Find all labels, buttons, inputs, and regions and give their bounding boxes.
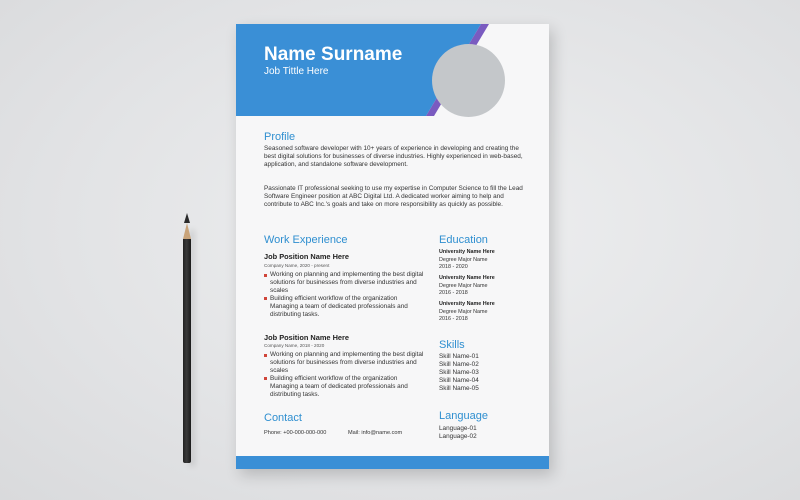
job-position: Job Position Name Here: [264, 252, 350, 261]
resume-sheet: [236, 24, 549, 469]
skill-item: Skill Name-01: [439, 353, 479, 360]
bullet-icon: [264, 377, 267, 380]
education-years: 2018 - 2020: [439, 264, 468, 270]
job-duty-item: Building efficient workflow of the organization Managing a team of dedicated professionals and distributing tasks.: [264, 375, 424, 399]
education-years: 2016 - 2018: [439, 290, 468, 296]
bullet-icon: [264, 274, 267, 277]
education-degree: Degree Major Name: [439, 257, 488, 263]
contact-phone: Phone: +00-000-000-000: [264, 430, 327, 436]
job-duty-item: Building efficient workflow of the organization Managing a team of dedicated professionals and distributing tasks.: [264, 295, 424, 319]
contact-mail: Mail: info@name.com: [348, 430, 403, 436]
footer-bar: [236, 456, 549, 469]
education-university: University Name Here: [439, 301, 495, 307]
contact-heading: Contact: [264, 412, 302, 424]
language-heading: Language: [439, 410, 488, 422]
bullet-icon: [264, 297, 267, 300]
skill-item: Skill Name-05: [439, 385, 479, 392]
job-duty-item: Working on planning and implementing the best digital solutions for businesses from diverse industries and scales: [264, 271, 424, 295]
job-duties-list: [264, 351, 424, 398]
work-experience-heading: Work Experience: [264, 234, 348, 246]
education-heading: Education: [439, 234, 488, 246]
skill-item: Skill Name-04: [439, 377, 479, 384]
job-company-dates: Company Name, 2020 - present: [264, 263, 330, 268]
education-university: University Name Here: [439, 249, 495, 255]
pencil-icon: [183, 213, 191, 463]
job-duties-list: [264, 271, 424, 318]
skill-item: Skill Name-03: [439, 369, 479, 376]
job-duty-item: Working on planning and implementing the best digital solutions for businesses from diverse industries and scales: [264, 351, 424, 375]
language-item: Language-02: [439, 433, 477, 440]
skills-heading: Skills: [439, 339, 465, 351]
job-position: Job Position Name Here: [264, 333, 350, 342]
profile-paragraph-2: Passionate IT professional seeking to use my expertise in Computer Science to fill the Lead Software Engineer position at ABC Digital Ltd. A dedicated worker aiming to help and contribute to ABC Inc.'s goals and take on more responsibility as quickly as possible.: [264, 185, 523, 209]
education-degree: Degree Major Name: [439, 283, 488, 289]
profile-photo-placeholder: [432, 44, 505, 117]
resume-job-title: Job Tittle Here: [264, 66, 329, 77]
bullet-icon: [264, 354, 267, 357]
resume-name: Name Surname: [264, 44, 403, 65]
education-university: University Name Here: [439, 275, 495, 281]
resume-header: [236, 24, 549, 116]
profile-paragraph-1: Seasoned software developer with 10+ years of experience in developing and creating the best digital solutions for businesses of diverse industries. Highly experienced in web-based, application, and standalone software development.: [264, 145, 523, 169]
skill-item: Skill Name-02: [439, 361, 479, 368]
education-years: 2016 - 2018: [439, 316, 468, 322]
job-company-dates: Company Name, 2018 - 2020: [264, 343, 325, 348]
profile-heading: Profile: [264, 131, 296, 143]
language-item: Language-01: [439, 425, 477, 432]
education-degree: Degree Major Name: [439, 309, 488, 315]
